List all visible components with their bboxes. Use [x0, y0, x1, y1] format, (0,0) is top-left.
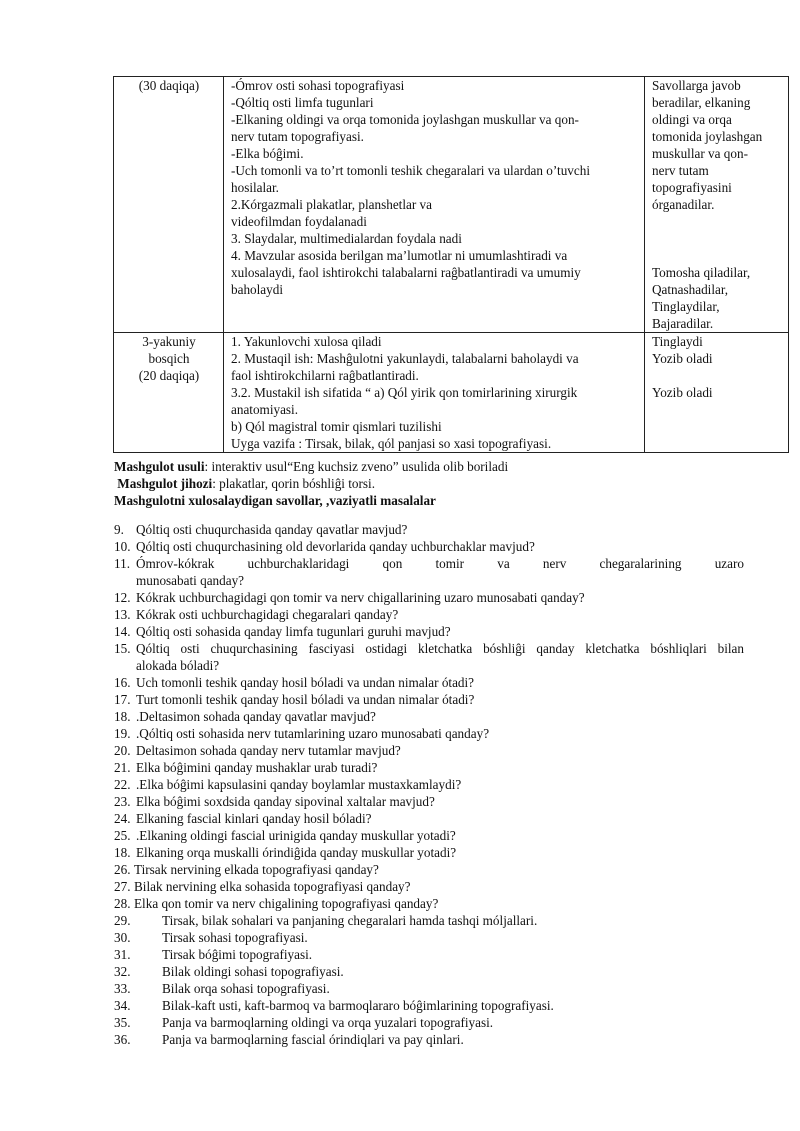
- activity-line: b) Qól magistral tomir qismlari tuzilishi: [231, 419, 442, 434]
- question-item: [114, 929, 744, 946]
- activity-line: nerv tutam topografiyasi.: [231, 129, 364, 144]
- spacer: [652, 213, 782, 264]
- question-number: 11.: [114, 556, 130, 571]
- stage-line: 3-yakuniy: [142, 334, 196, 349]
- question-number: 33.: [114, 981, 131, 996]
- question-number: 10.: [114, 539, 131, 554]
- question-text: Tirsak, bilak sohalari va panjaning chegaralari hamda tashqi móljallari.: [162, 913, 538, 928]
- question-item: [114, 776, 744, 793]
- question-item: [114, 589, 744, 606]
- question-text: Deltasimon sohada qanday nerv tutamlar mavjud?: [136, 743, 401, 758]
- question-text: Bilak-kaft usti, kaft-barmoq va barmoqlararo bóĝimlarining topografiyasi.: [162, 998, 554, 1013]
- equipment-text: : plakatlar, qorin bóshliĝi torsi.: [212, 476, 376, 491]
- question-text: Tirsak nervining elkada topografiyasi qanday?: [134, 862, 379, 877]
- question-number: 17.: [114, 692, 131, 707]
- question-text: .Qóltiq osti sohasida nerv tutamlarining uzaro munosabati qanday?: [136, 726, 490, 741]
- stage-cell: [114, 77, 224, 333]
- stage-cell: [114, 333, 224, 453]
- question-item: [114, 555, 744, 589]
- activity-line: -Qóltiq osti limfa tugunlari: [231, 95, 374, 110]
- question-number: 35.: [114, 1015, 131, 1030]
- activity-line: hosilalar.: [231, 180, 279, 195]
- activity-line: faol ishtirokchilarni raĝbatlantiradi.: [231, 368, 419, 383]
- question-text: Tirsak bóĝimi topografiyasi.: [162, 947, 313, 962]
- table-row: [114, 333, 789, 453]
- student-line: Bajaradilar.: [652, 316, 714, 331]
- equipment-label: Mashgulot jihozi: [117, 476, 213, 491]
- activity-line: -Elkaning oldingi va orqa tomonida joylashgan muskullar va qon-: [231, 112, 579, 127]
- question-number: 24.: [114, 811, 131, 826]
- question-number: 22.: [114, 777, 131, 792]
- question-text: Bilak oldingi sohasi topografiyasi.: [162, 964, 344, 979]
- question-number: 25.: [114, 828, 131, 843]
- question-text-line: munosabati qanday?: [136, 573, 245, 588]
- student-line: Yozib oladi: [652, 385, 713, 400]
- question-text: .Elkaning oldingi fascial urinigida qanday muskullar yotadi?: [136, 828, 456, 843]
- student-line: tomonida joylashgan: [652, 129, 763, 144]
- activity-line: 3. Slaydalar, multimedialardan foydala nadi: [231, 231, 462, 246]
- question-text: Qóltiq osti chuqurchasining old devorlarida qanday uchburchaklar mavjud?: [136, 539, 535, 554]
- question-item: [114, 606, 744, 623]
- question-number: 14.: [114, 624, 131, 639]
- question-item: [114, 1031, 744, 1048]
- table-row: [114, 77, 789, 333]
- lesson-info: [114, 458, 794, 509]
- question-item: [114, 793, 744, 810]
- student-line: nerv tutam: [652, 163, 709, 178]
- question-number: 27.: [114, 879, 131, 894]
- activity-line: -Elka bóĝimi.: [231, 146, 304, 161]
- student-line: Tomosha qiladilar,: [652, 265, 751, 280]
- student-line: Qatnashadilar,: [652, 282, 729, 297]
- question-number: 19.: [114, 726, 131, 741]
- question-number: 29.: [114, 913, 131, 928]
- question-item: [114, 844, 744, 861]
- stage-line: bosqich: [148, 351, 190, 366]
- activity-line: xulosalaydi, faol ishtirokchi talabalarni raĝbatlantiradi va umumiy: [231, 265, 581, 280]
- activity-line: 3.2. Mustakil ish sifatida “ a) Qól yirik qon tomirlarining xirurgik: [231, 385, 578, 400]
- question-number: 30.: [114, 930, 131, 945]
- question-number: 23.: [114, 794, 131, 809]
- question-item: [114, 1014, 744, 1031]
- question-item: [114, 861, 744, 878]
- activity-line: 2. Mustaqil ish: Mashĝulotni yakunlaydi, talabalarni baholaydi va: [231, 351, 579, 366]
- student-line: órganadilar.: [652, 197, 715, 212]
- question-item: [114, 946, 744, 963]
- question-text: [136, 555, 744, 589]
- activity-line: 2.Kórgazmali plakatlar, planshetlar va: [231, 197, 432, 212]
- questions-list: [114, 521, 744, 1048]
- activity-line: Uyga vazifa : Tirsak, bilak, qól panjasi so xasi topografiyasi.: [231, 436, 552, 451]
- question-number: 26.: [114, 862, 131, 877]
- question-text: Elka bóĝimini qanday mushaklar urab turadi?: [136, 760, 378, 775]
- teacher-activity-cell: [224, 77, 645, 333]
- question-number: 18.: [114, 709, 131, 724]
- question-item: [114, 742, 744, 759]
- question-number: 13.: [114, 607, 131, 622]
- question-text: Kókrak uchburchagidagi qon tomir va nerv chigallarining uzaro munosabati qanday?: [136, 590, 585, 605]
- activity-line: -Ómrov osti sohasi topografiyasi: [231, 78, 405, 93]
- spacer: [652, 367, 782, 384]
- question-number: 15.: [114, 641, 131, 656]
- stage-line: (30 daqiqa): [138, 78, 200, 93]
- question-text: Kókrak osti uchburchagidagi chegaralari qanday?: [136, 607, 399, 622]
- question-text: Elkaning fascial kinlari qanday hosil bóladi?: [136, 811, 372, 826]
- questions-heading: Mashgulotni xulosalaydigan savollar, ,vaziyatli masalalar: [114, 493, 436, 508]
- question-item: [114, 640, 744, 674]
- question-item: [114, 878, 744, 895]
- question-number: 20.: [114, 743, 131, 758]
- activity-line: baholaydi: [231, 282, 284, 297]
- question-text: Bilak nervining elka sohasida topografiyasi qanday?: [134, 879, 411, 894]
- question-number: 31.: [114, 947, 131, 962]
- question-item: [114, 759, 744, 776]
- activity-line: 1. Yakunlovchi xulosa qiladi: [231, 334, 382, 349]
- question-text: Elkaning orqa muskalli órindiĝida qanday muskullar yotadi?: [136, 845, 457, 860]
- equipment-line: [114, 475, 794, 492]
- question-text: Qóltiq osti sohasida qanday limfa tugunlari guruhi mavjud?: [136, 624, 451, 639]
- student-line: Yozib oladi: [652, 351, 713, 366]
- question-item: [114, 997, 744, 1014]
- question-text: [136, 640, 744, 674]
- question-item: [114, 521, 744, 538]
- question-text: Tirsak sohasi topografiyasi.: [162, 930, 308, 945]
- question-item: [114, 912, 744, 929]
- question-item: [114, 708, 744, 725]
- student-activity-cell: [645, 77, 789, 333]
- question-item: [114, 691, 744, 708]
- question-item: [114, 538, 744, 555]
- question-text: Qóltiq osti chuqurchasida qanday qavatlar mavjud?: [136, 522, 408, 537]
- teacher-activity-cell: [224, 333, 645, 453]
- question-item: [114, 674, 744, 691]
- activity-line: anatomiyasi.: [231, 402, 299, 417]
- question-item: [114, 980, 744, 997]
- question-text: Elka bóĝimi soxdsida qanday sipovinal xaltalar mavjud?: [136, 794, 435, 809]
- question-text-line: Qóltiq osti chuqurchasining fasciyasi ostidagi kletchatka bóshliĝi qanday kletchatka bóshliqlari bilan: [136, 641, 744, 656]
- question-item: [114, 963, 744, 980]
- activity-line: 4. Mavzular asosida berilgan ma’lumotlar ni umumlashtiradi va: [231, 248, 568, 263]
- student-line: muskullar va qon-: [652, 146, 748, 161]
- question-number: 28.: [114, 896, 131, 911]
- question-text-line: alokada bóladi?: [136, 658, 220, 673]
- student-line: Tinglaydi: [652, 334, 703, 349]
- question-item: [114, 895, 744, 912]
- question-item: [114, 725, 744, 742]
- method-text: : interaktiv usul“Eng kuchsiz zveno” usulida olib boriladi: [204, 459, 509, 474]
- activity-line: -Uch tomonli va to’rt tomonli teshik chegaralari va ulardan o’tuvchi: [231, 163, 591, 178]
- question-text: Panja va barmoqlarning fascial órindiqlari va pay qinlari.: [162, 1032, 464, 1047]
- question-number: 34.: [114, 998, 131, 1013]
- method-label: Mashgulot usuli: [114, 459, 205, 474]
- student-activity-cell: [645, 333, 789, 453]
- question-item: [114, 810, 744, 827]
- question-item: [114, 827, 744, 844]
- student-line: oldingi va orqa: [652, 112, 732, 127]
- question-number: 16.: [114, 675, 131, 690]
- method-line: [114, 458, 794, 475]
- question-number: 36.: [114, 1032, 131, 1047]
- question-number: 18.: [114, 845, 131, 860]
- question-text: Bilak orqa sohasi topografiyasi.: [162, 981, 330, 996]
- question-text: Uch tomonli teshik qanday hosil bóladi va undan nimalar ótadi?: [136, 675, 475, 690]
- stage-line: (20 daqiqa): [138, 368, 200, 383]
- question-number: 9.: [114, 522, 124, 537]
- question-number: 21.: [114, 760, 131, 775]
- question-number: 12.: [114, 590, 131, 605]
- question-text: Turt tomonli teshik qanday hosil bóladi va undan nimalar ótadi?: [136, 692, 475, 707]
- student-line: Savollarga javob: [652, 78, 741, 93]
- question-text: Panja va barmoqlarning oldingi va orqa yuzalari topografiyasi.: [162, 1015, 494, 1030]
- question-text: .Elka bóĝimi kapsulasini qanday boylamlar mustaxkamlaydi?: [136, 777, 462, 792]
- question-text-line: Ómrov-kókrak uchburchaklaridagi qon tomir va nerv chegaralarining uzaro: [136, 556, 744, 571]
- question-number: 32.: [114, 964, 131, 979]
- question-item: [114, 623, 744, 640]
- student-line: beradilar, elkaning: [652, 95, 751, 110]
- student-line: topografiyasini: [652, 180, 732, 195]
- student-line: Tinglaydilar,: [652, 299, 720, 314]
- activity-line: videofilmdan foydalanadi: [231, 214, 367, 229]
- question-text: .Deltasimon sohada qanday qavatlar mavjud?: [136, 709, 376, 724]
- lesson-plan-table: [113, 76, 789, 453]
- question-text: Elka qon tomir va nerv chigalining topografiyasi qanday?: [134, 896, 439, 911]
